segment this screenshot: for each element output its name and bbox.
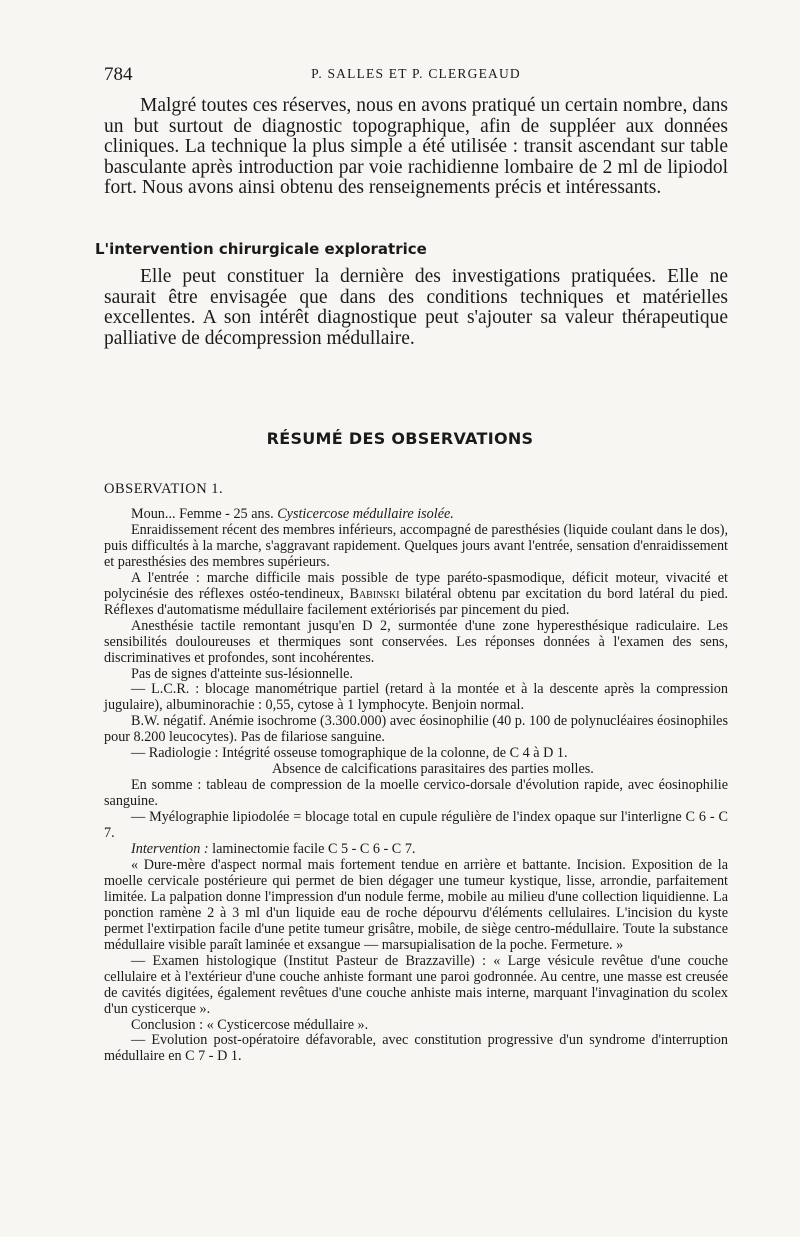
observation-paragraph: — Radiologie : Intégrité osseuse tomographique de la colonne, de C 4 à D 1.: [131, 745, 568, 762]
page-number: 784: [104, 64, 133, 85]
observation-paragraph: — L.C.R. : blocage manométrique partiel (retard à la montée et à la descente après la compression jugulaire), albuminorachie : 0,55, cytose à 1 lymphocyte. Benjoin normal.: [104, 681, 728, 714]
intervention-label: Intervention :: [131, 841, 209, 858]
paragraph-text: bilatéral obtenu par excitation du bord latéral du pied. Réflexes d'automatisme médullaire facilement extériorisés par pincement du pied.: [104, 585, 729, 618]
observation-paragraph: Conclusion : « Cysticercose médullaire ».: [131, 1016, 369, 1033]
observation-paragraph: [104, 842, 728, 858]
intro-text: [104, 96, 728, 199]
observation-paragraph: [104, 571, 728, 619]
observation-paragraph: Enraidissement récent des membres inférieurs, accompagné de paresthésies (liquide coulant dans le dos), puis difficultés à la marche, s'aggravant rapidement. Quelques jours avant l'entrée, sensation d'enraidissement et paresthésies des membres supérieurs.: [104, 521, 728, 570]
patient-diagnosis: Cysticercose médullaire isolée.: [277, 506, 454, 522]
observation-paragraph: — Evolution post-opératoire défavorable, avec constitution progressive d'un syndrome d'interruption médullaire en C 7 - D 1.: [104, 1032, 728, 1065]
page-header: [104, 64, 728, 88]
observation-paragraph: « Dure-mère d'aspect normal mais fortement tendue en arrière et battante. Incision. Exposition de la moelle cervicale postérieure qui permet de bien dégager une tumeur kystique, lisse, arrondie, parfaitement limitée. La palpation donne l'impression d'un nodule ferme, mobile au milieu d'une collection liquidienne. La ponction ramène 2 à 3 ml d'un liquide eau de roche dépourvu d'éléments cellulaires. L'incision du kyste permet l'extirpation facile d'une petite tumeur grisâtre, mobile, de siège centro-médullaire. Toute la substance médullaire visible paraît laminée et exsangue — marsupialisation de la poche. Fermeture. »: [104, 856, 728, 953]
author-name: Babinski: [349, 585, 400, 602]
section-heading: L'intervention chirurgicale exploratrice: [95, 240, 427, 258]
paragraph-text: laminectomie facile C 5 - C 6 - C 7.: [212, 841, 416, 858]
observation-paragraph: [104, 507, 728, 523]
observation-paragraph: En somme : tableau de compression de la moelle cervico-dorsale d'évolution rapide, avec éosinophilie sanguine.: [104, 777, 728, 810]
paragraph-text: A l'entrée : marche difficile mais possible de type paréto-spasmodique, déficit moteur, vivacité et polycinésie des réflexes ostéo-tendineux,: [104, 569, 728, 602]
observation-paragraph: — Examen histologique (Institut Pasteur de Brazzaville) : « Large vésicule revêtue d'une couche cellulaire et à l'extérieur d'une couche anhiste formant une paroi godronnée. Au centre, une masse est creusée de cavités digitées, également revêtues d'une couche anhiste mais interne, marquant l'invagination du scolex d'un cysticerque ».: [104, 952, 728, 1017]
section-paragraph: Elle peut constituer la dernière des investigations pratiquées. Elle ne saurait être envisagée que dans des conditions techniques et matérielles excellentes. A son intérêt diagnostique peut s'ajouter sa valeur thérapeutique palliative de décompression médullaire.: [104, 266, 728, 349]
section-text: [104, 267, 728, 349]
observation-paragraph: B.W. négatif. Anémie isochrome (3.300.000) avec éosinophilie (40 p. 100 de polynucléaires éosinophiles pour 8.200 leucocytes). Pas de filariose sanguine.: [104, 713, 728, 746]
observation-paragraph: Pas de signes d'atteinte sus-lésionnelle.: [131, 665, 354, 682]
observation-body: [104, 507, 728, 1065]
patient-id: Moun... Femme - 25 ans.: [131, 506, 274, 522]
observation-paragraph: — Myélographie lipiodolée = blocage total en cupule régulière de l'index opaque sur l'interligne C 6 - C 7.: [104, 809, 728, 842]
observation-paragraph: Absence de calcifications parasitaires des parties molles.: [272, 761, 594, 778]
observation-title: OBSERVATION 1.: [104, 481, 224, 497]
summary-title: RÉSUMÉ DES OBSERVATIONS: [266, 429, 534, 448]
observation-paragraph: Anesthésie tactile remontant jusqu'en D 2, surmontée d'une zone hyperesthésique radiculaire. Les sensibilités douloureuses et thermiques sont conservées. Les réponses données à l'examen des sens, discriminatives et profondes, sont incohérentes.: [104, 617, 728, 666]
running-head: P. SALLES ET P. CLERGEAUD: [311, 66, 521, 81]
intro-paragraph: Malgré toutes ces réserves, nous en avons pratiqué un certain nombre, dans un but surtout de diagnostic topographique, afin de suppléer aux données cliniques. La technique la plus simple a été utilisée : transit ascendant sur table basculante après introduction par voie rachidienne lombaire de 2 ml de lipiodol fort. Nous avons ainsi obtenu des renseignements précis et intéressants.: [104, 95, 728, 198]
